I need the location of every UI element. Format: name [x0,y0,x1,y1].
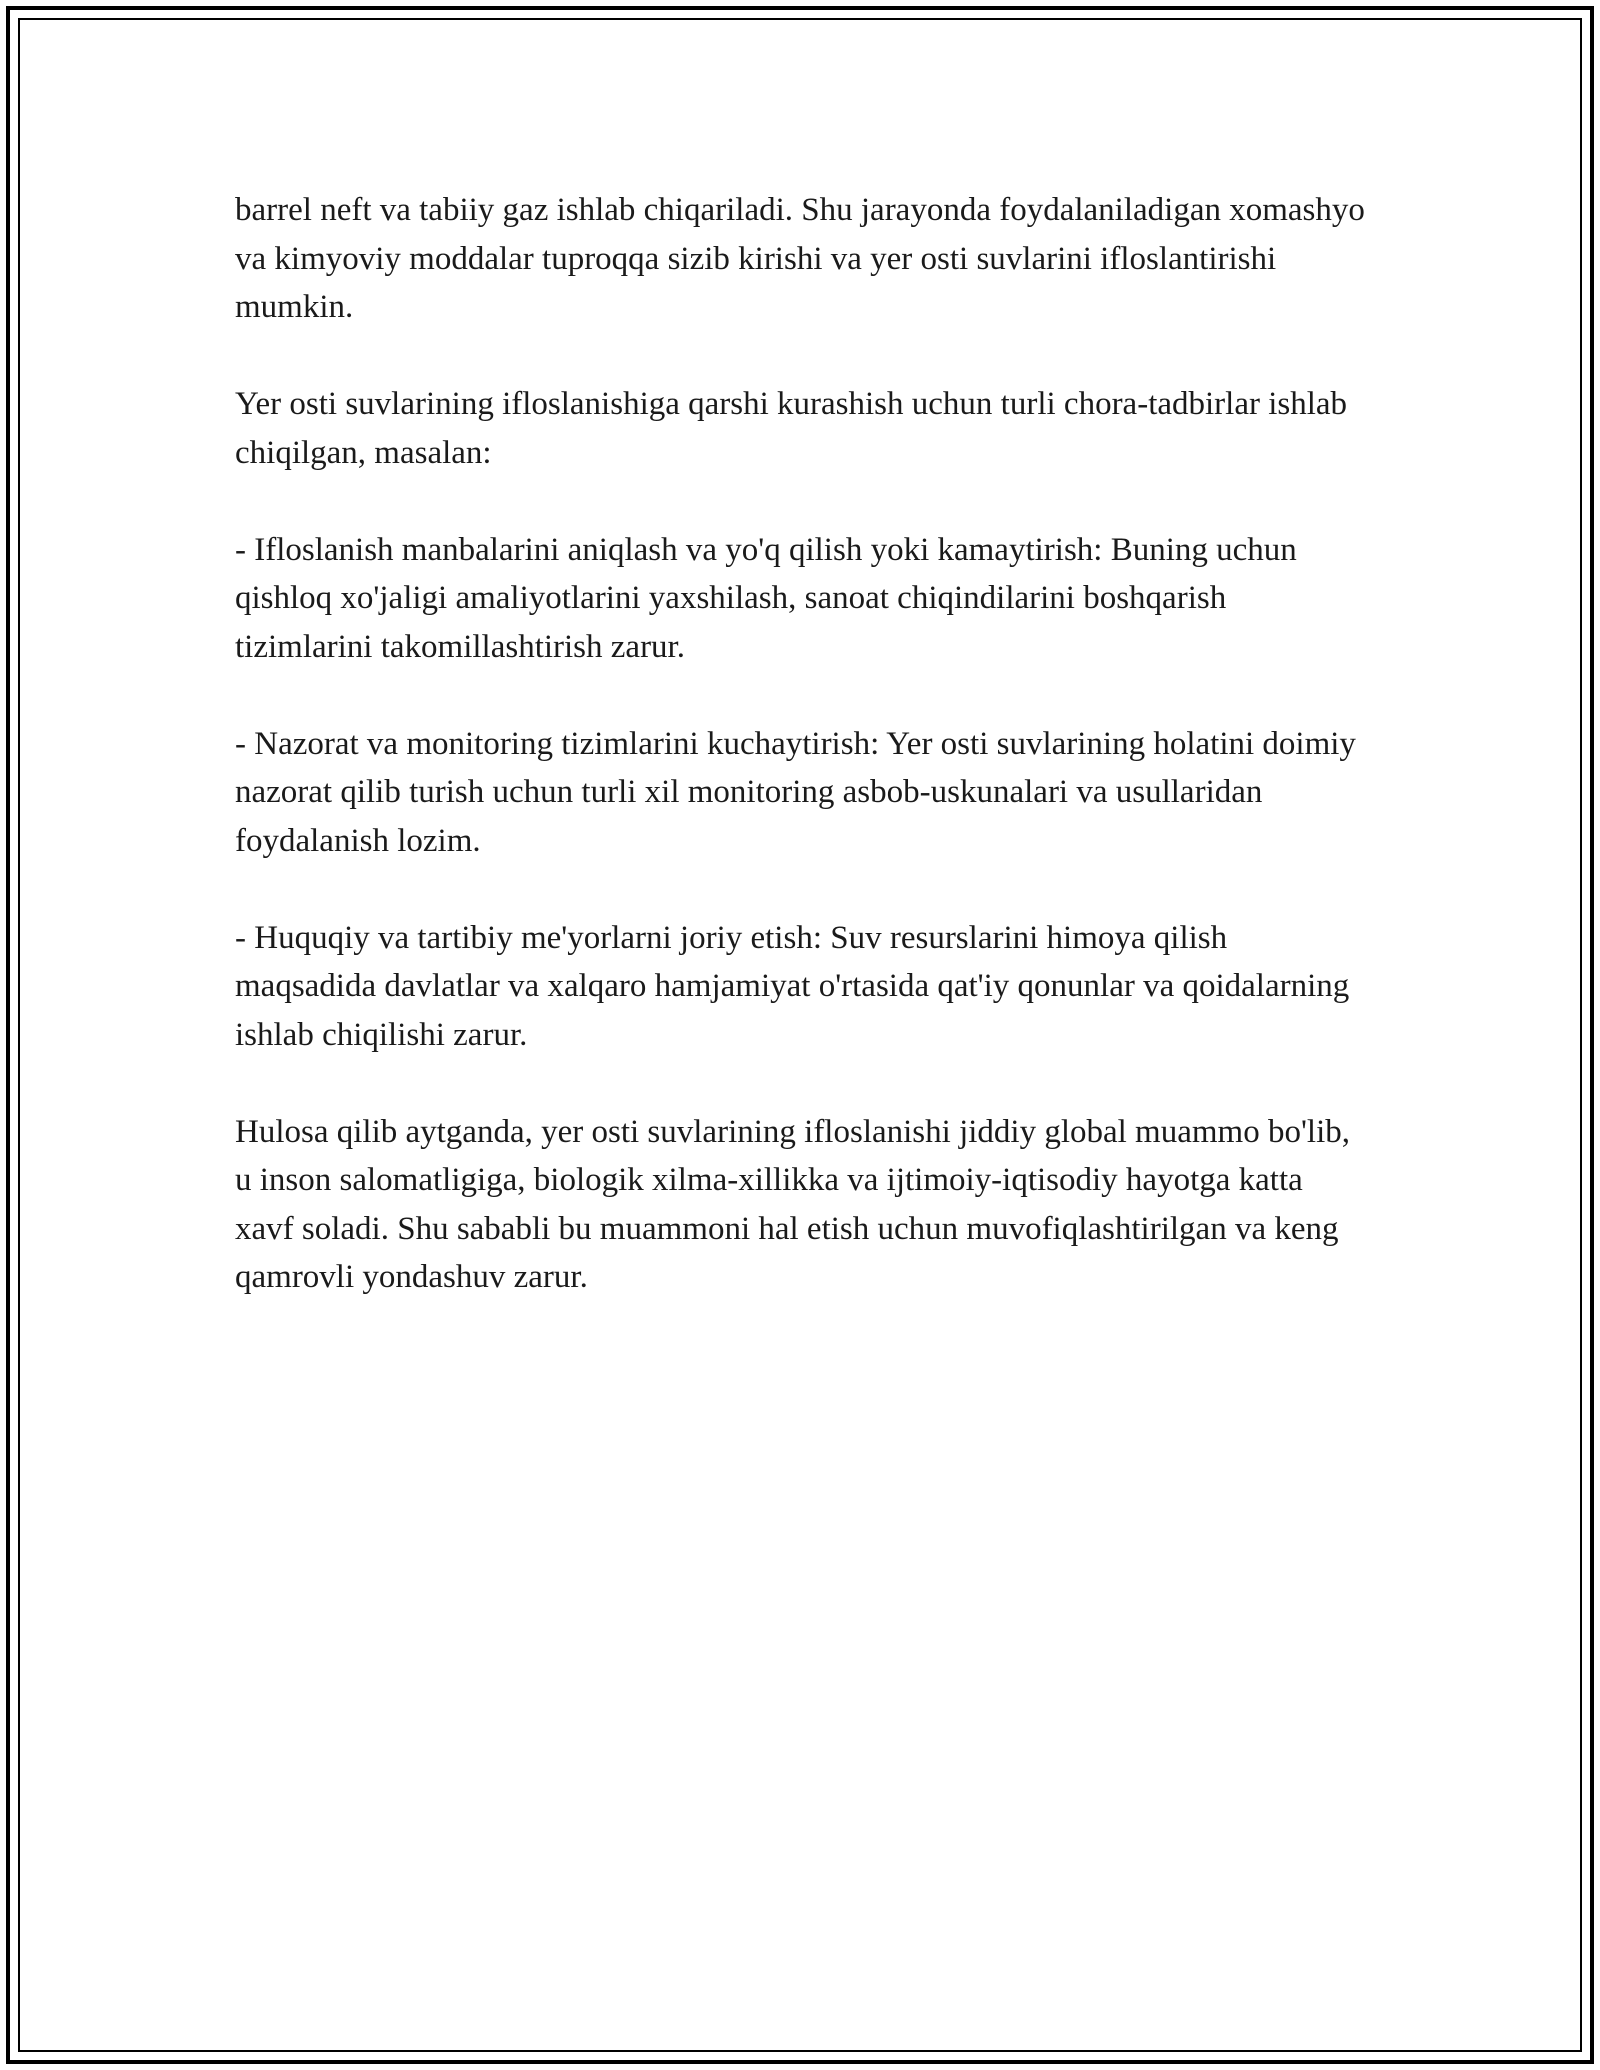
list-item-monitoring: - Nazorat va monitoring tizimlarini kuchaytirish: Yer osti suvlarining holatini doimiy nazorat qilib turish uchun turli xil monitoring asbob-uskunalari va usullaridan foydalanish lozim. [235,725,1356,859]
paragraph-measures-intro: Yer osti suvlarining ifloslanishiga qarshi kurashish uchun turli chora-tadbirlar ishlab chiqilgan, masalan: [235,386,1348,471]
list-item-legal-norms: - Huquqiy va tartibiy me'yorlarni joriy etish: Suv resurslarini himoya qilish maqsadida davlatlar va xalqaro hamjamiyat o'rtasida qat'iy qonunlar va qoidalarning ishlab chiqilishi zarur. [235,919,1350,1053]
paragraph-intro-continuation: barrel neft va tabiiy gaz ishlab chiqariladi. Shu jarayonda foydalaniladigan xomashyo va kimyoviy moddalar tuproqqa sizib kirishi va yer osti suvlarini ifloslantirishi mumkin. [235,192,1365,325]
paragraph-conclusion: Hulosa qilib aytganda, yer osti suvlarining ifloslanishi jiddiy global muammo bo'lib, u inson salomatligiga, biologik xilma-xillikka va ijtimoiy-iqtisodiy hayotga katta xavf soladi. Shu sababli bu muammoni hal etish uchun muvofiqlashtirilgan va keng qamrovli yondashuv zarur. [235,1113,1350,1295]
list-item-pollution-sources: - Ifloslanish manbalarini aniqlash va yo'q qilish yoki kamaytirish: Buning uchun qishloq xo'jaligi amaliyotlarini yaxshilash, sanoat chiqindilarini boshqarish tizimlarini takomillashtirish zarur. [235,531,1297,665]
document-body [235,186,1365,1302]
